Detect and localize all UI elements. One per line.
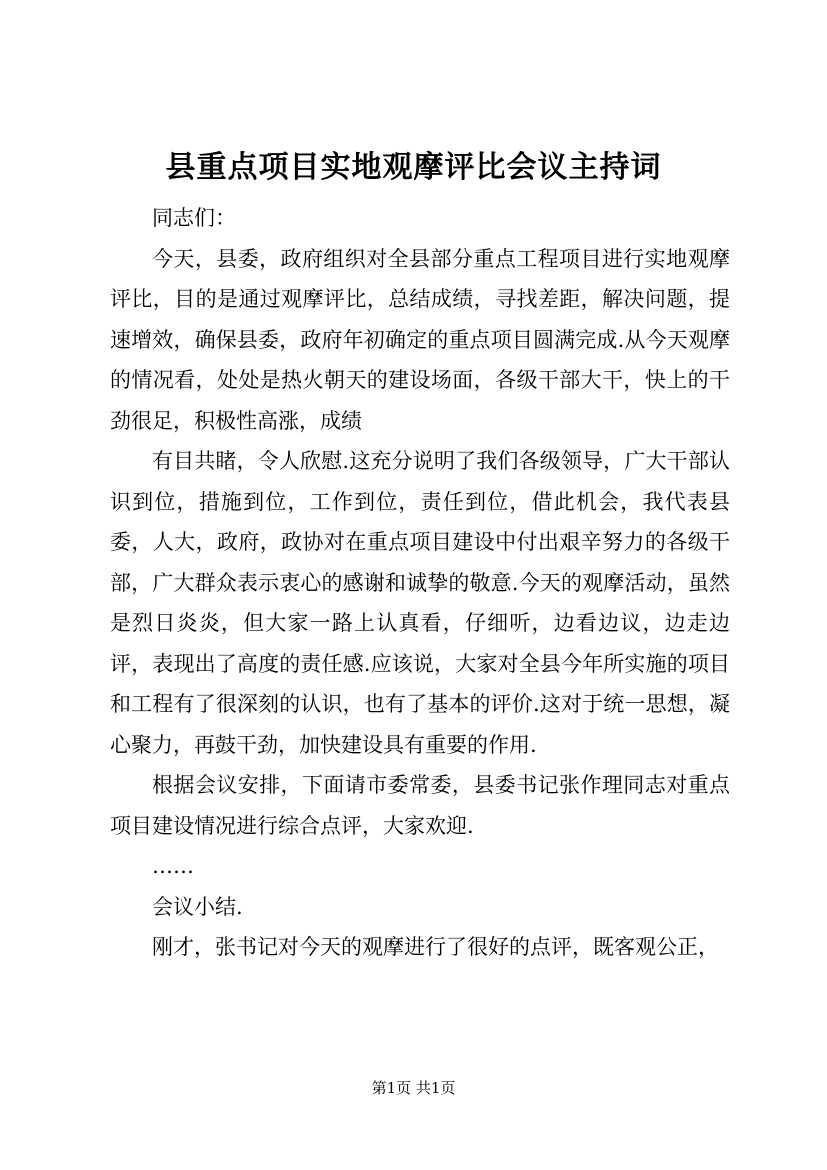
page-footer: 第1页 共1页 bbox=[371, 1079, 456, 1097]
document-body bbox=[110, 198, 730, 968]
paragraph-summary-heading: 会议小结. bbox=[152, 894, 243, 919]
document-title: 县重点项目实地观摩评比会议主持词 bbox=[165, 150, 662, 185]
paragraph-appreciation: 有目共睹，令人欣慰.这充分说明了我们各级领导，广大干部认识到位，措施到位，工作到位，责任到位，借此机会，我代表县委，人大，政府，政协对在重点项目建设中付出艰辛努力的各级干部，广大群众表示衷心的感谢和诚挚的敬意.今天的观摩活动，虽然是烈日炎炎，但大家一路上认真看，仔细听，边看边议，边走边评，表现出了高度的责任感.应该说，大家对全县今年所实施的项目和工程有了很深刻的认识，也有了基本的评价.这对于统一思想，凝心聚力，再鼓干劲，加快建设具有重要的作用. bbox=[110, 449, 730, 757]
paragraph-opening: 今天，县委，政府组织对全县部分重点工程项目进行实地观摩评比，目的是通过观摩评比，总结成绩，寻找差距，解决问题，提速增效，确保县委，政府年初确定的重点项目圆满完成.从今天观摩的情况看，处处是热火朝天的建设场面，各级干部大干，快上的干劲很足，积极性高涨，成绩 bbox=[110, 246, 730, 433]
paragraph-summary: 刚才，张书记对今天的观摩进行了很好的点评，既客观公正， bbox=[152, 935, 719, 959]
paragraph-ellipsis: …… bbox=[152, 854, 194, 878]
paragraph-agenda: 根据会议安排，下面请市委常委，县委书记张作理同志对重点项目建设情况进行综合点评，大家欢迎. bbox=[110, 773, 730, 838]
paragraph-greeting: 同志们： bbox=[152, 206, 236, 230]
